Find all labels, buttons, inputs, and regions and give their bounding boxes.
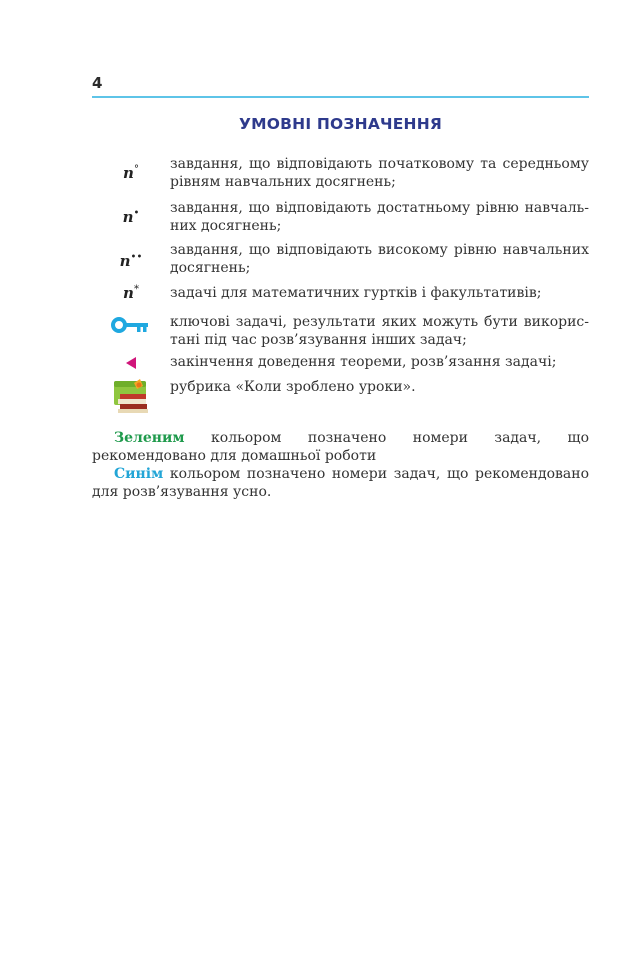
symbol-base: n — [122, 208, 134, 226]
books-icon — [92, 378, 170, 418]
symbol-base: n — [119, 252, 131, 270]
asterisk-mark-icon: * — [133, 284, 139, 295]
symbol-base: n — [123, 164, 134, 182]
symbol-n-double-dot — [92, 251, 170, 270]
symbol-n-dot — [92, 207, 170, 226]
note-green — [92, 429, 589, 465]
dot-mark-icon: • — [133, 208, 140, 219]
header-rule — [92, 96, 589, 98]
legend-text: завдання, що відповідають високому рівню навчальних досягнень; — [170, 242, 589, 276]
circle-mark-icon: ° — [133, 164, 139, 175]
triangle-icon — [92, 355, 170, 374]
blue-note-text: кольором позначено номери задач, що рекомендовано для розв’язування усно. — [92, 466, 589, 500]
symbol-n-asterisk — [92, 283, 170, 302]
legend-text: ключові задачі, результати яких можуть бути використані під час розв’язування інших задач; — [170, 314, 589, 348]
legend-text: завдання, що відповідають початковому та середньому рівням навчальних досягнень; — [170, 156, 589, 190]
legend-text: закінчення доведення теореми, розв’язання задачі; — [170, 354, 557, 370]
blue-word: Синім — [114, 466, 164, 482]
legend-text: завдання, що відповідають достатньому рівню навчальних досягнень; — [170, 200, 589, 234]
legend-text: рубрика «Коли зроблено уроки». — [170, 379, 416, 395]
green-note-text: кольором позначено номери задач, що рекомендовано для домашньої роботи — [92, 430, 589, 464]
green-word: Зеленим — [114, 430, 185, 446]
symbol-base: n — [123, 284, 134, 302]
note-blue — [92, 465, 589, 501]
key-icon — [92, 317, 170, 337]
page-number: 4 — [92, 74, 103, 92]
double-dot-mark-icon: •• — [130, 252, 143, 263]
symbol-n-circle — [92, 163, 170, 182]
page-title: УМОВНІ ПОЗНАЧЕННЯ — [238, 115, 443, 133]
legend-text: задачі для математичних гуртків і факультативів; — [170, 285, 542, 301]
